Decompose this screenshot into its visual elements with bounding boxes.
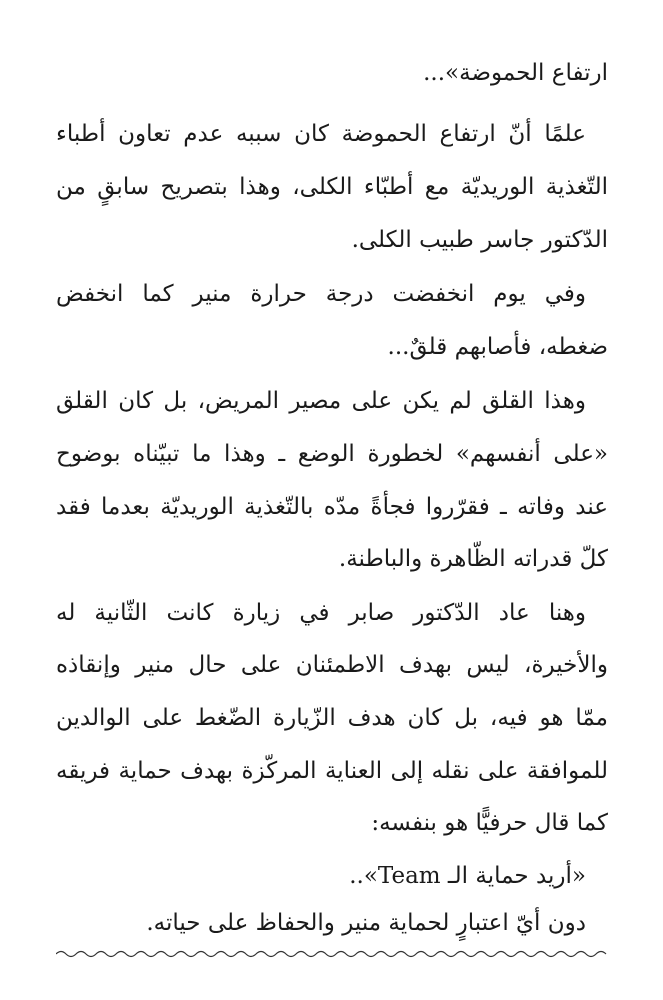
text-line: ممّا هو فيه، بل كان هدف الزّيارة الضّغط على الوالدين xyxy=(56,705,608,731)
text-line: للموافقة على نقله إلى العناية المركّزة بهدف حماية فريقه xyxy=(56,758,608,784)
text-line: والأخيرة، ليس بهدف الاطمئنان على حال منير وإنقاذه xyxy=(56,652,608,678)
text-line: ارتفاع الحموضة»... xyxy=(423,60,608,86)
text-line: وهنا عاد الدّكتور صابر في زيارة كانت الثّانية له xyxy=(56,600,586,626)
text-line: التّغذية الوريديّة مع أطبّاء الكلى، وهذا بتصريح سابقٍ من xyxy=(56,174,608,200)
text-line: ضغطه، فأصابهم قلقٌ... xyxy=(387,334,608,360)
text-line: كما قال حرفيًّا هو بنفسه: xyxy=(371,810,608,836)
text-line: وهذا القلق لم يكن على مصير المريض، بل كان القلق xyxy=(56,388,586,414)
text-line: دون أيّ اعتبارٍ لحماية منير والحفاظ على حياته. xyxy=(146,910,586,936)
text-line: وفي يوم انخفضت درجة حرارة منير كما انخفض xyxy=(56,281,586,307)
text-line: الدّكتور جاسر طبيب الكلى. xyxy=(351,227,608,253)
text-line: «أريد حماية الـ Team».. xyxy=(349,863,586,889)
text-line: عند وفاته ـ فقرّروا فجأةً مدّه بالتّغذية الوريديّة بعدما فقد xyxy=(56,494,608,520)
text-line: علمًا أنّ ارتفاع الحموضة كان سببه عدم تعاون أطباء xyxy=(56,121,586,147)
document-page xyxy=(56,0,608,1000)
text-line: كلّ قدراته الظّاهرة والباطنة. xyxy=(338,546,608,572)
wavy-divider xyxy=(56,947,608,961)
text-line: «على أنفسهم» لخطورة الوضع ـ وهذا ما تبيّناه بوضوح xyxy=(56,441,608,467)
